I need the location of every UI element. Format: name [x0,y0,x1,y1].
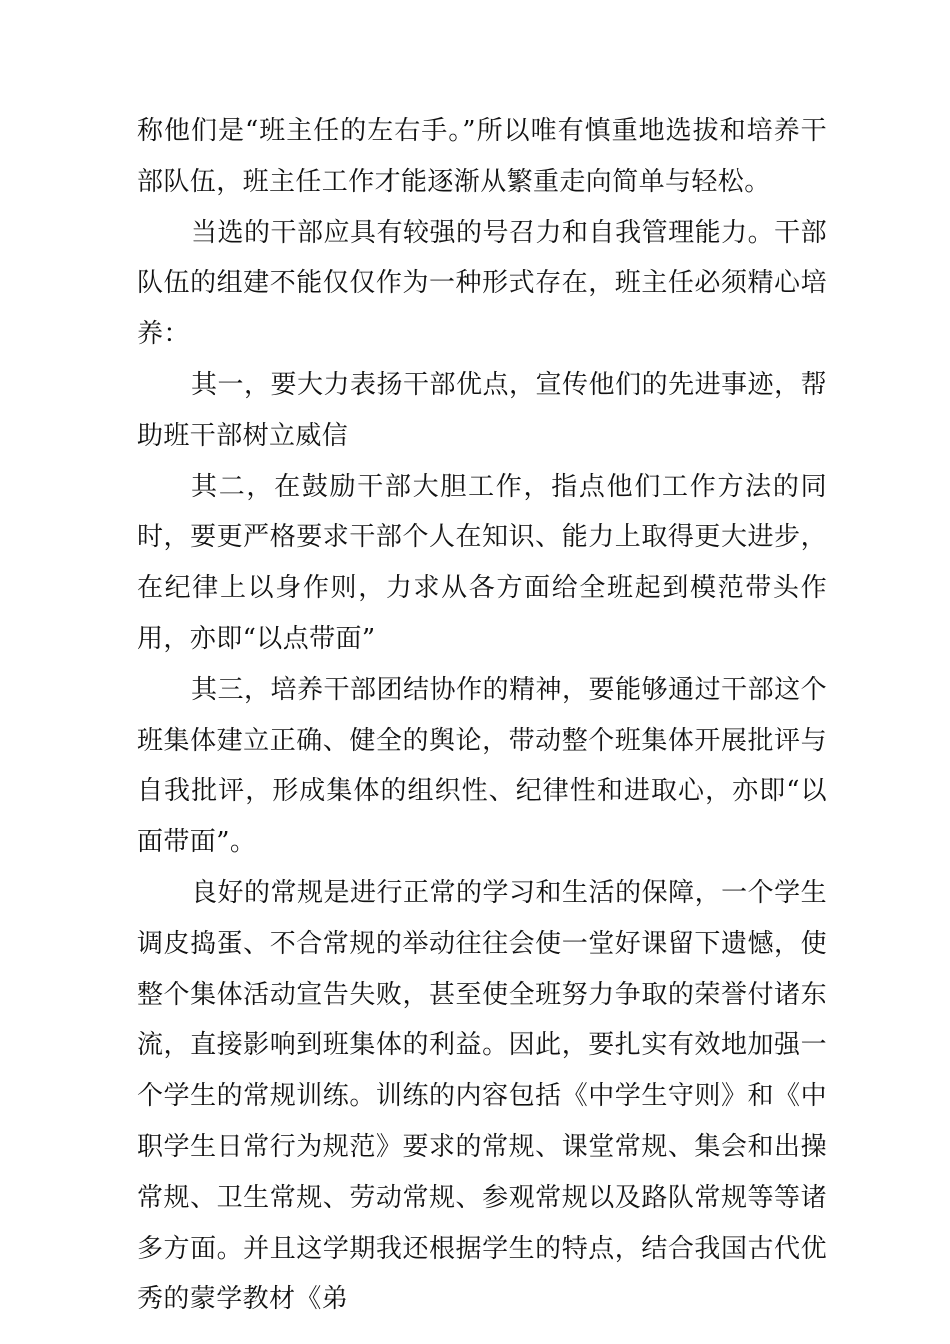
paragraph-point-two: 其二，在鼓励干部大胆工作，指点他们工作方法的同时，要更严格要求干部个人在知识、能力上取得更大进步，在纪律上以身作则，力求从各方面给全班起到模范带头作用，亦即“以点带面” [137,471,827,654]
paragraph-point-one: 其一，要大力表扬干部优点，宣传他们的先进事迹，帮助班干部树立威信 [137,369,827,451]
paragraph-continuation: 称他们是“班主任的左右手。”所以唯有慎重地选拔和培养干部队伍，班主任工作才能逐渐从繁重走向简单与轻松。 [137,116,827,197]
document-body [137,106,827,1325]
paragraph-cadre-qualities: 当选的干部应具有较强的号召力和自我管理能力。干部队伍的组建不能仅仅作为一种形式存在，班主任必须精心培养： [137,217,827,350]
paragraph-routine-training: 良好的常规是进行正常的学习和生活的保障，一个学生调皮捣蛋、不合常规的举动往往会使一堂好课留下遗憾，使整个集体活动宣告失败，甚至使全班努力争取的荣誉付诸东流，直接影响到班集体的利益。因此，要扎实有效地加强一个学生的常规训练。训练的内容包括《中学生守则》和《中职学生日常行为规范》要求的常规、课堂常规、集会和出操常规、卫生常规、劳动常规、参观常规以及路队常规等等诸多方面。并且这学期我还根据学生的特点，结合我国古代优秀的蒙学教材《弟 [137,877,827,1315]
paragraph-point-three: 其三，培养干部团结协作的精神，要能够通过干部这个班集体建立正确、健全的舆论，带动整个班集体开展批评与自我批评，形成集体的组织性、纪律性和进取心，亦即“以面带面”。 [137,674,827,858]
